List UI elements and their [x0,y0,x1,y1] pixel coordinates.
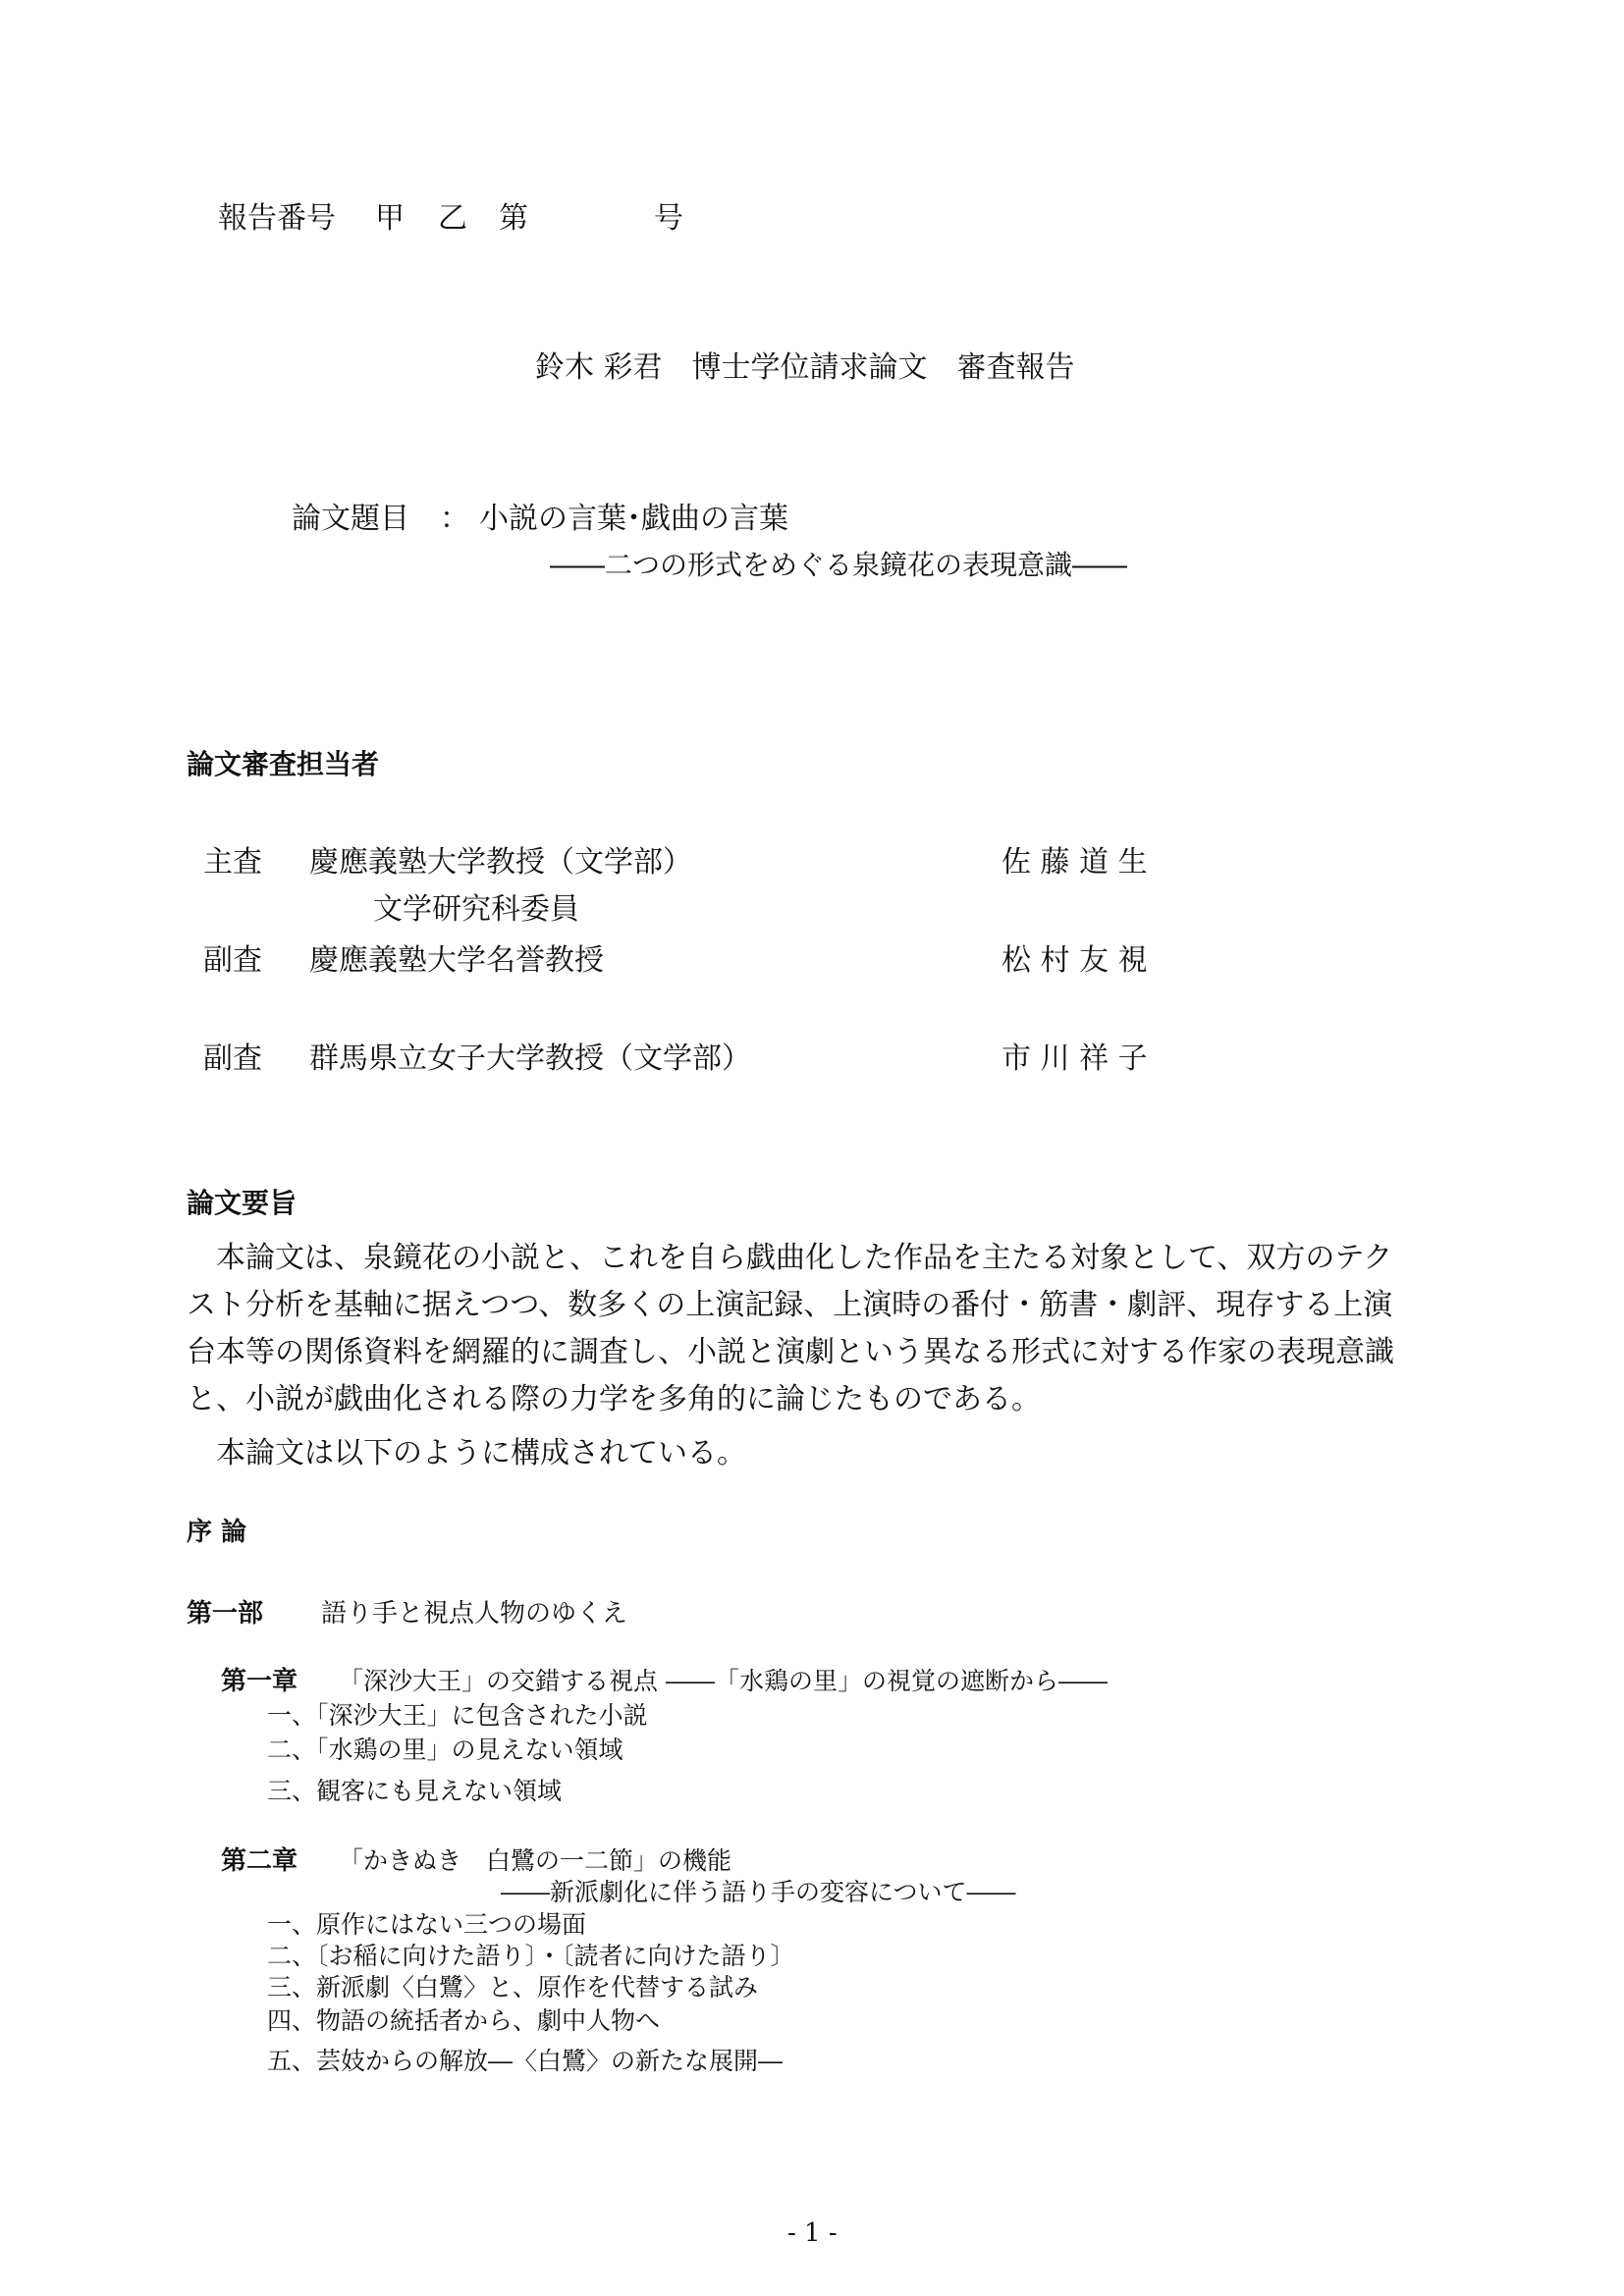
title-label: 論文題目 [292,502,409,536]
summary-line: 台本等の関係資料を網羅的に調査し、小説と演劇という異なる形式に対する作家の表現意識 [187,1335,1394,1369]
examiners-heading: 論文審査担当者 [187,748,380,780]
section-item: 二、「水鶏の里」の見えない領域 [267,1735,623,1764]
summary-line: スト分析を基軸に据えつつ、数多くの上演記録、上演時の番付・筋書・劇評、現存する上演 [187,1288,1393,1322]
report-number-dai: 第 [499,201,528,236]
section-item: 二、〔お稲に向けた語り〕・〔読者に向けた語り〕 [267,1942,795,1970]
chapter-label: 第二章 [221,1846,298,1876]
examiner-affiliation: 群馬県立女子大学教授（文学部） [309,1041,751,1076]
report-heading: 鈴木 彩君 博士学位請求論文 審査報告 [535,350,1075,385]
report-number-label: 報告番号 [218,201,336,236]
report-number-otsu: 乙 [438,201,467,236]
chapter-label: 第一章 [221,1667,298,1696]
examiner-role: 主査 [203,845,262,880]
chapter-title: 「かきぬき 白鷺の一二節」の機能 [339,1846,732,1875]
section-item: 四、物語の統括者から、劇中人物へ [267,2006,661,2035]
examiner-affiliation-2: 文学研究科委員 [373,892,579,927]
examiner-affiliation: 慶應義塾大学教授（文学部） [309,845,692,880]
examiner-name: 市 川 祥 子 [1001,1041,1148,1076]
page-number: - 1 - [787,2218,838,2248]
section-item: 一、「深沙大王」に包含された小説 [267,1701,648,1730]
part-title: 語り手と視点人物のゆくえ [321,1599,628,1629]
title-subtitle: ――二つの形式をめぐる泉鏡花の表現意識―― [550,549,1128,581]
summary-line: と、小説が戯曲化される際の力学を多角的に論じたものである。 [187,1382,1041,1416]
examiner-affiliation: 慶應義塾大学名誉教授 [309,943,604,978]
summary-line: 本論文は、泉鏡花の小説と、これを自ら戯曲化した作品を主たる対象として、双方のテク [216,1241,1393,1275]
title-colon: ： [440,502,469,536]
chapter-title: 「深沙大王」の交錯する視点 ――「水鶏の里」の視覚の遮断から―― [339,1667,1108,1695]
section-item: 三、観客にも見えない領域 [267,1777,563,1805]
report-number-kou: 甲 [375,201,405,236]
section-item: 三、新派劇〈白鷺〉と、原作を代替する試み [267,1973,759,2002]
title-main: 小説の言葉･戯曲の言葉 [479,502,788,536]
examiner-role: 副査 [203,1041,262,1076]
examiner-name: 佐 藤 道 生 [1001,845,1148,880]
section-item: 一、原作にはない三つの場面 [267,1910,587,1939]
summary-paragraph [187,1235,1453,1423]
section-item: 五、芸妓からの解放―〈白鷺〉の新たな展開― [267,2047,784,2075]
chapter-subtitle: ――新派劇化に伴う語り手の変容について―― [501,1878,1016,1906]
part-label: 第一部 [187,1599,264,1629]
examiner-role: 副査 [203,943,262,978]
examiner-name: 松 村 友 視 [1001,943,1148,978]
summary-structure-note: 本論文は以下のように構成されている。 [216,1436,746,1470]
summary-heading: 論文要旨 [187,1187,298,1219]
toc-intro: 序 論 [187,1518,247,1547]
report-number-gou: 号 [654,201,683,236]
